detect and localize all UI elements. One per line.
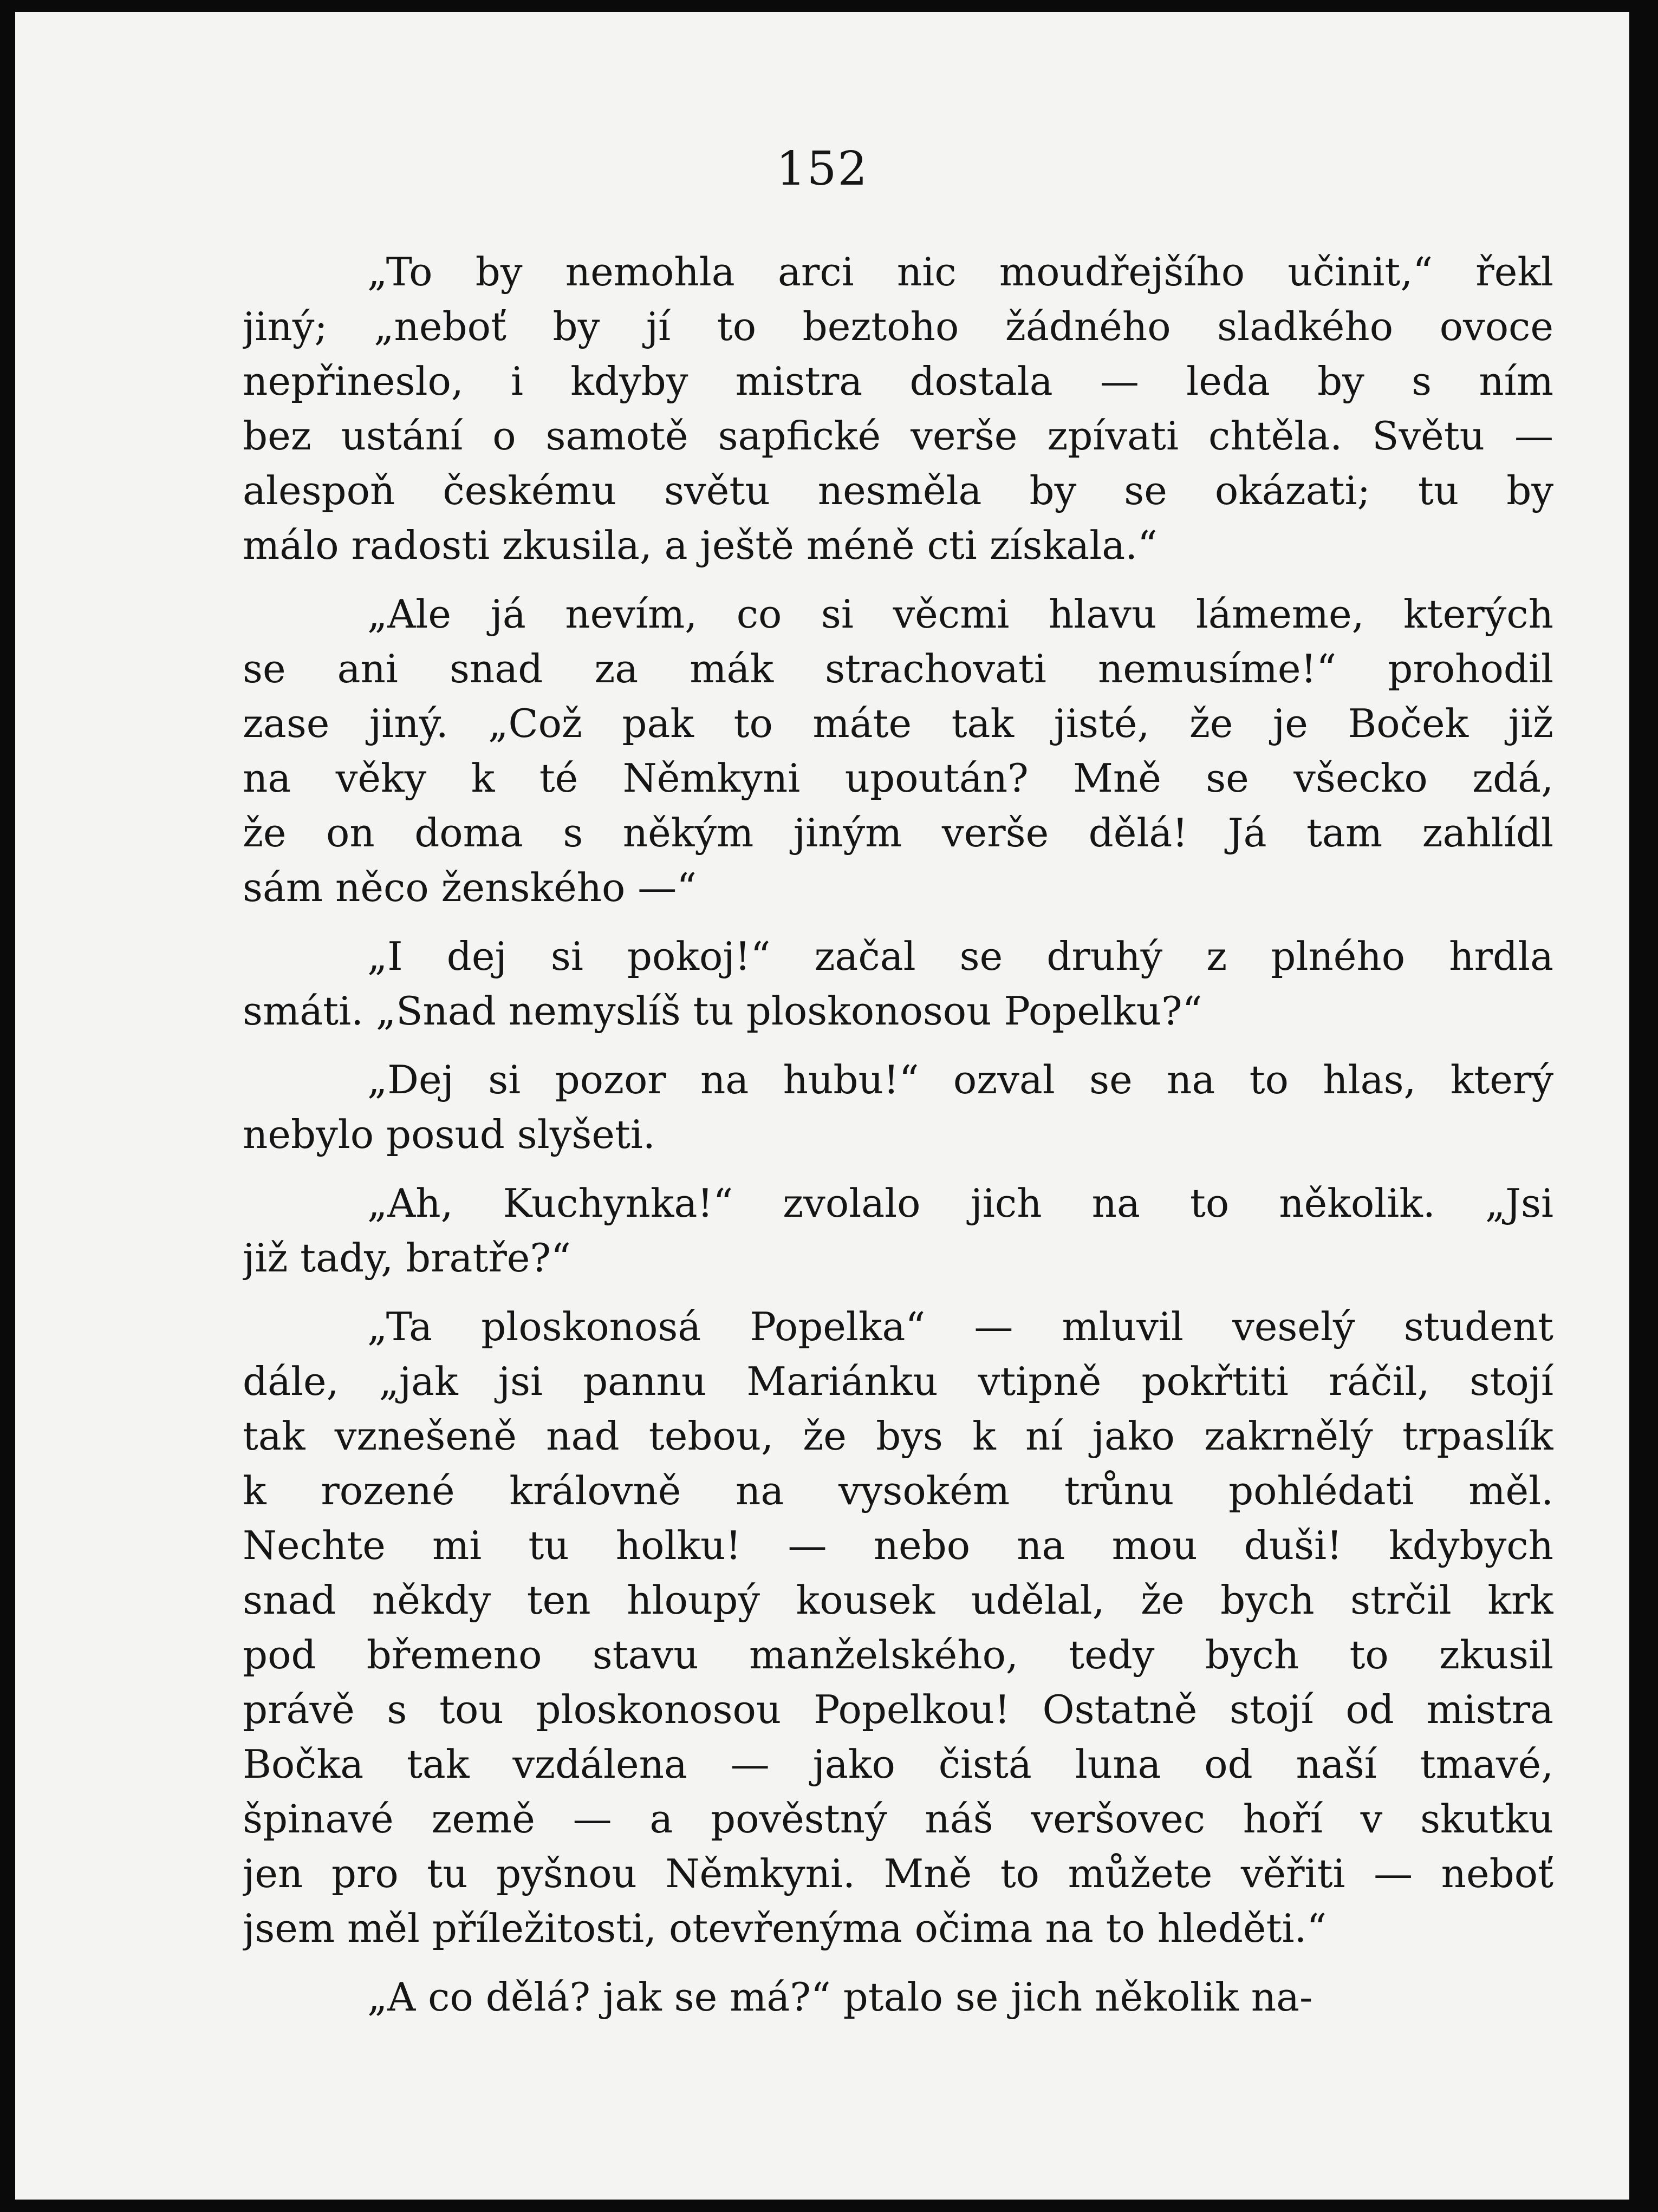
text-line: „Ale já nevím, co si věcmi hlavu lámeme, kterých [367, 591, 1553, 637]
text-line: jiný; „neboť by jí to beztoho žádného sladkého ovoce [243, 304, 1553, 349]
text-line: jsem měl příležitosti, otevřenýma očima na to hleděti.“ [243, 1906, 1327, 1951]
book-page [15, 12, 1629, 2200]
text-line: pod břemeno stavu manželského, tedy bych to zkusil [243, 1632, 1553, 1678]
text-line: sám něco ženského —“ [243, 865, 697, 910]
text-line: „A co dělá? jak se má?“ ptalo se jich několik na- [367, 1974, 1313, 2020]
text-line: se ani snad za mák strachovati nemusíme!“ prohodil [243, 646, 1553, 691]
text-line: „Ah, Kuchynka!“ zvolalo jich na to několik. „Jsi [367, 1180, 1553, 1226]
paragraph [243, 587, 1553, 915]
text-line: právě s tou ploskonosou Popelkou! Ostatně stojí od mistra [243, 1687, 1553, 1732]
text-line: „To by nemohla arci nic moudřejšího učinit,“ řekl [367, 249, 1553, 295]
paragraph [243, 1053, 1553, 1162]
text-line: již tady, bratře?“ [243, 1235, 571, 1281]
text-line: špinavé země — a pověstný náš veršovec hoří v skutku [243, 1796, 1553, 1842]
text-line: na věky k té Němkyni upoután? Mně se všecko zdá, [243, 755, 1553, 801]
text-line: Bočka tak vzdálena — jako čistá luna od naší tmavé, [243, 1741, 1553, 1787]
text-line: „Ta ploskonosá Popelka“ — mluvil veselý student [367, 1304, 1553, 1349]
body-text [243, 245, 1553, 2039]
text-line: Nechte mi tu holku! — nebo na mou duši! kdybych [243, 1523, 1553, 1568]
text-line: bez ustání o samotě sapfické verše zpívati chtěla. Světu — [243, 413, 1553, 459]
paragraph [243, 245, 1553, 573]
paragraph [243, 1300, 1553, 1956]
text-line: že on doma s někým jiným verše dělá! Já tam zahlídl [243, 810, 1553, 856]
text-line: snad někdy ten hloupý kousek udělal, že bych strčil krk [243, 1577, 1553, 1623]
text-line: „I dej si pokoj!“ začal se druhý z plného hrdla [367, 934, 1553, 979]
text-line: alespoň českému světu nesměla by se okázati; tu by [243, 468, 1553, 513]
text-line: tak vznešeně nad tebou, že bys k ní jako zakrnělý trpaslík [243, 1413, 1553, 1459]
text-line: k rozené královně na vysokém trůnu pohlédati měl. [243, 1468, 1553, 1513]
paragraph [243, 1970, 1553, 2025]
text-line: málo radosti zkusila, a ještě méně cti získala.“ [243, 523, 1158, 568]
page-number: 152 [776, 142, 869, 196]
text-line: jen pro tu pyšnou Němkyni. Mně to můžete věřiti — neboť [243, 1851, 1553, 1896]
text-line: „Dej si pozor na hubu!“ ozval se na to hlas, který [367, 1057, 1553, 1102]
text-line: dále, „jak jsi pannu Mariánku vtipně pokřtiti ráčil, stojí [243, 1359, 1553, 1404]
text-line: nebylo posud slyšeti. [243, 1112, 655, 1157]
text-line: zase jiný. „Což pak to máte tak jisté, že je Boček již [243, 701, 1553, 746]
paragraph [243, 1176, 1553, 1286]
paragraph [243, 929, 1553, 1039]
text-line: smáti. „Snad nemyslíš tu ploskonosou Popelku?“ [243, 988, 1202, 1034]
text-line: nepřineslo, i kdyby mistra dostala — leda by s ním [243, 358, 1553, 404]
